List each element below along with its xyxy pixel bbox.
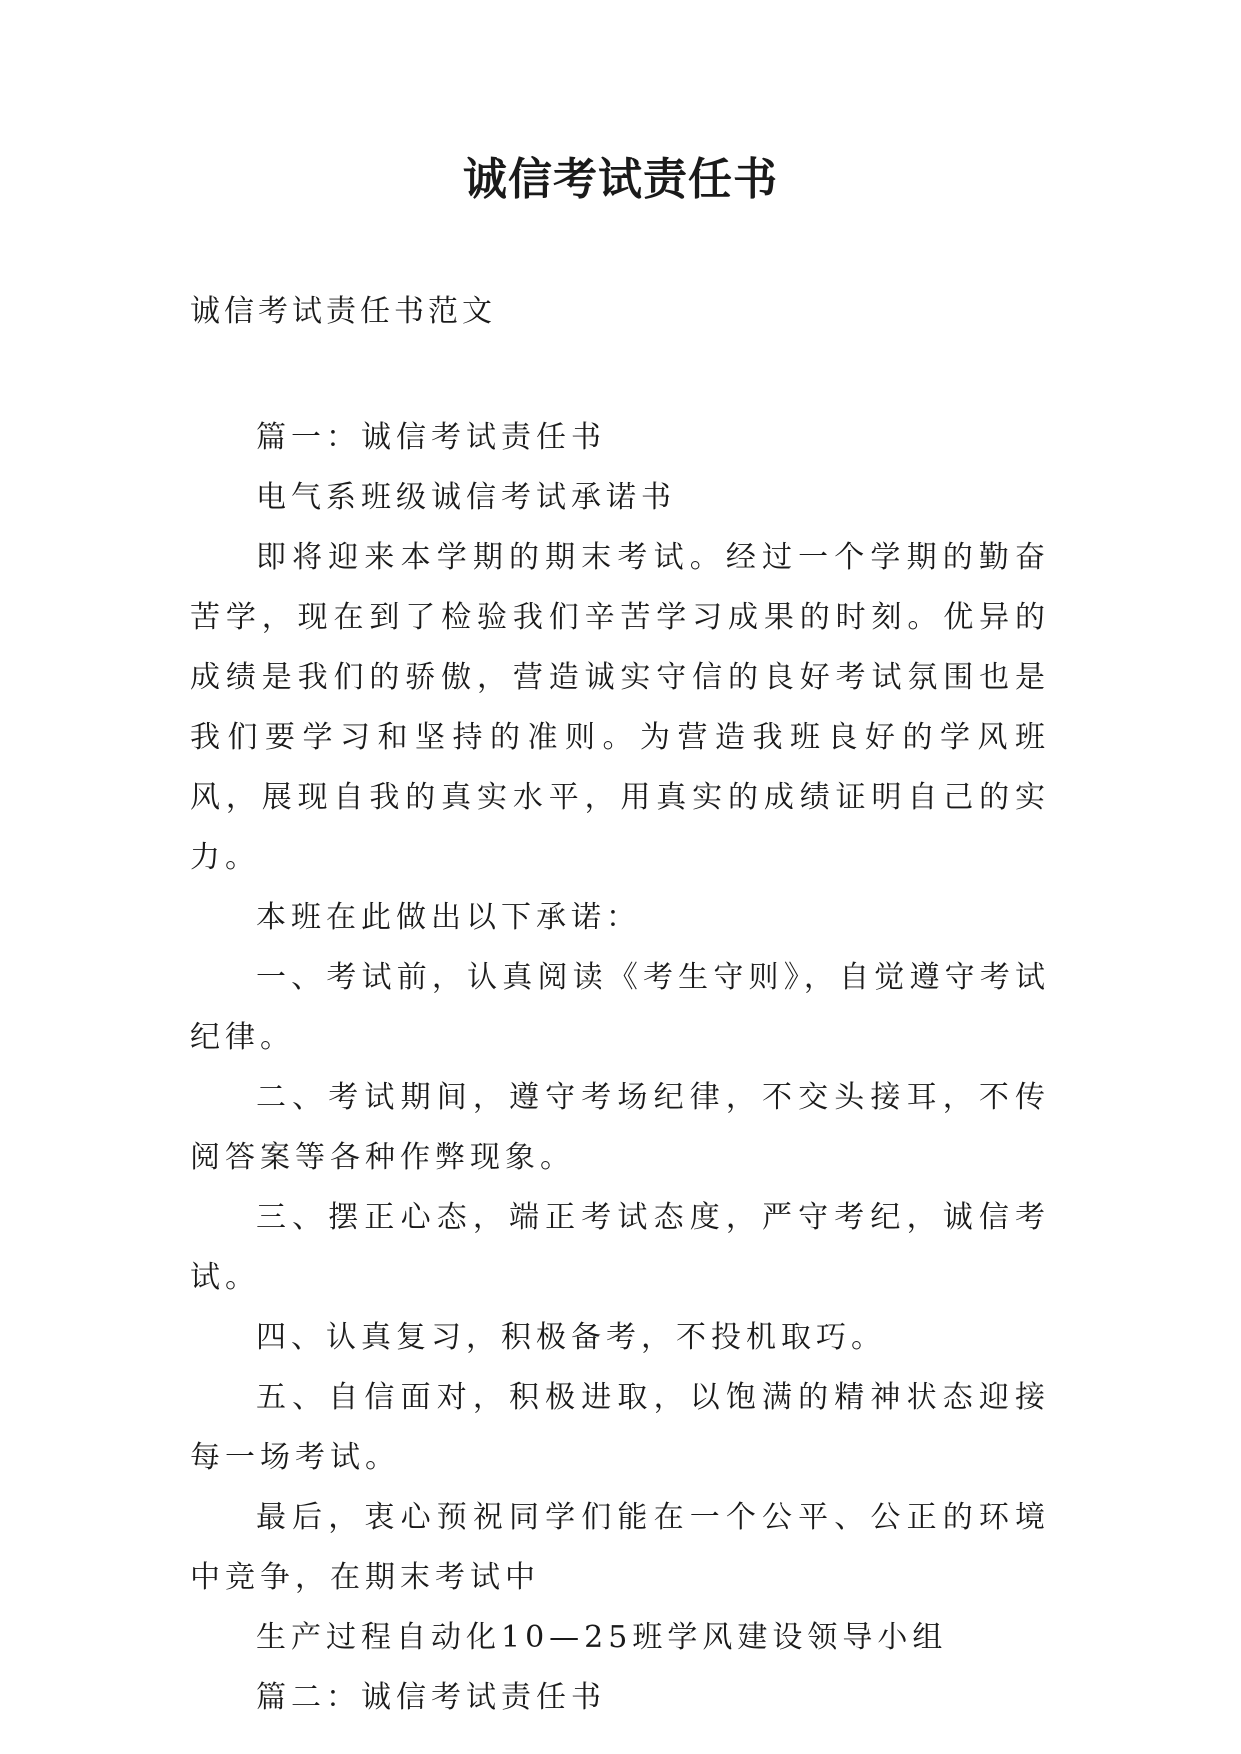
paragraph-item-4: 四、认真复习，积极备考，不投机取巧。 (256, 1320, 886, 1355)
paragraph-item-3: 三、摆正心态，端正考试态度，严守考纪，诚信考试。 (190, 1200, 1050, 1295)
paragraph-item-2: 二、考试期间，遵守考场纪律，不交头接耳，不传阅答案等各种作弊现象。 (190, 1080, 1050, 1175)
document-title: 诚信考试责任书 (463, 154, 778, 205)
paragraph-section-heading-2: 篇二：诚信考试责任书 (256, 1680, 606, 1715)
document-subtitle: 诚信考试责任书范文 (190, 294, 496, 329)
paragraph-section-heading-1: 篇一：诚信考试责任书 (256, 420, 606, 455)
paragraph-item-5: 五、自信面对，积极进取，以饱满的精神状态迎接每一场考试。 (190, 1380, 1050, 1475)
paragraph-item-1: 一、考试前，认真阅读《考生守则》，自觉遵守考试纪律。 (190, 960, 1050, 1055)
paragraph-intro: 即将迎来本学期的期末考试。经过一个学期的勤奋苦学，现在到了检验我们辛苦学习成果的时刻。优异的成绩是我们的骄傲，营造诚实守信的良好考试氛围也是我们要学习和坚持的准则。为营造我班良好的学风班风，展现自我的真实水平，用真实的成绩证明自己的实力。 (190, 540, 1050, 875)
document-body (190, 408, 1050, 1728)
paragraph-signature: 生产过程自动化10—25班学风建设领导小组 (256, 1620, 948, 1655)
paragraph-closing: 最后，衷心预祝同学们能在一个公平、公正的环境中竞争，在期末考试中 (190, 1500, 1050, 1595)
paragraph-pledge-lead: 本班在此做出以下承诺： (256, 900, 641, 935)
paragraph-pledge-title: 电气系班级诚信考试承诺书 (256, 480, 676, 515)
